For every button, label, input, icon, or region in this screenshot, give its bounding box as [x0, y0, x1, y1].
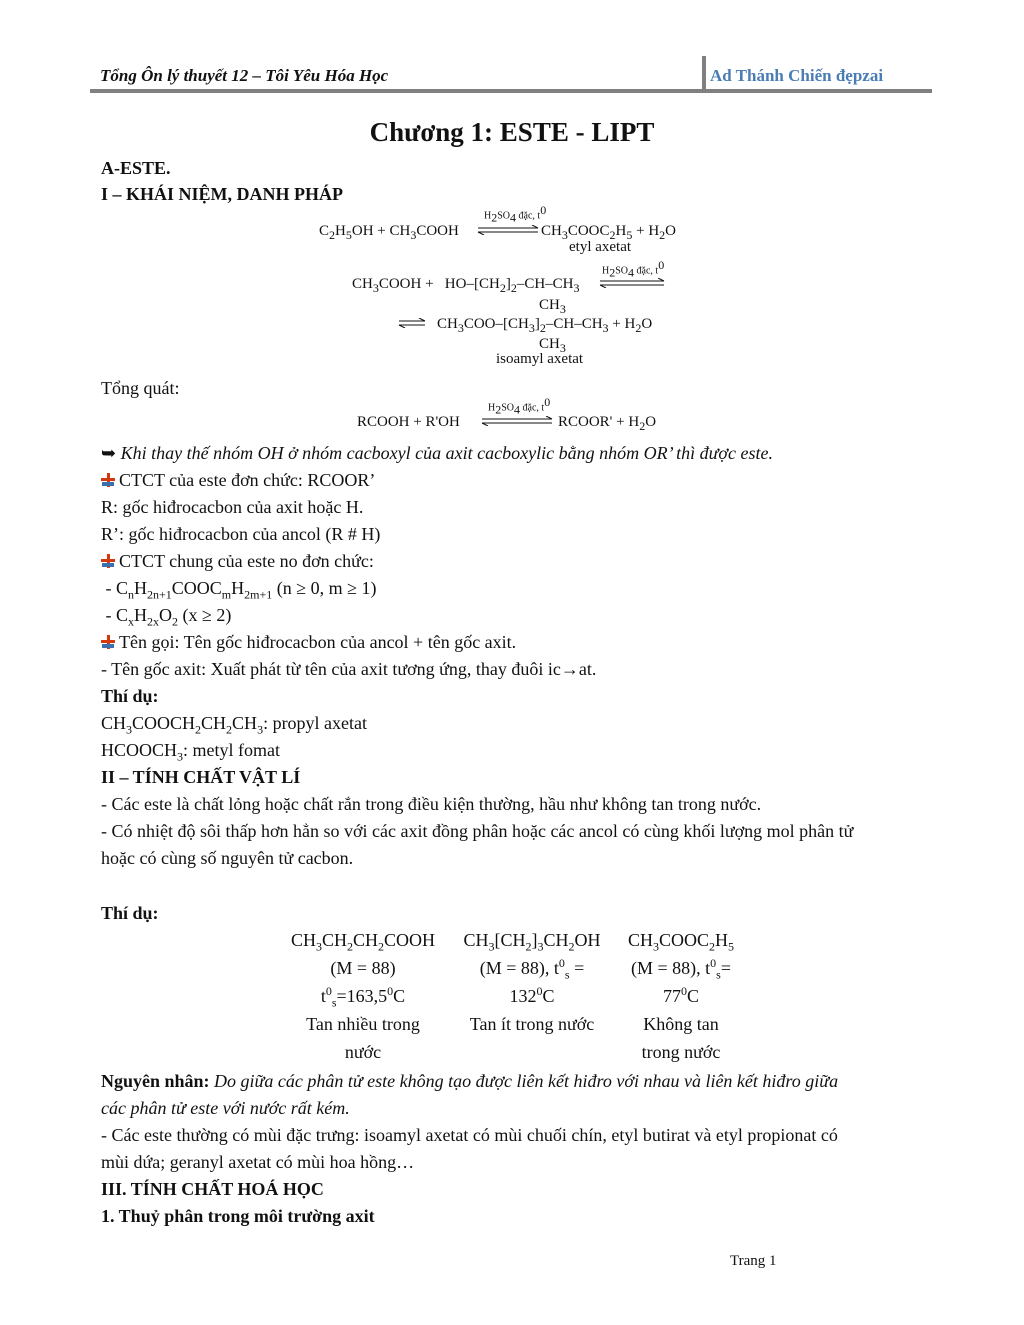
naming-rule-text: Tên gọi: Tên gốc hiđrocacbon của ancol + tên gốc axit. — [119, 632, 517, 652]
compound-2-mass: (M = 88), $t^0_s$ = — [479, 956, 585, 982]
cross-bullet-icon — [101, 554, 115, 568]
naming-acid: - Tên gốc axit: Xuất phát từ tên của axit tương ứng, thay đuôi ic→at. — [101, 659, 597, 679]
compound-1-bp-value: =163,5 — [336, 986, 388, 1006]
formula-1-condition: (n ≥ 0, m ≥ 1) — [276, 578, 377, 598]
formula-1: - $C_nH_{2n+1}COOC_mH_{2m+1}$ (n ≥ 0, m ≥ 1) — [101, 578, 377, 602]
eq1-condition: $H_2SO_4$ đặc, $t^0$ — [484, 203, 547, 225]
naming-rule — [101, 629, 516, 656]
chapter-title: Chương 1: ESTE - LIPT — [369, 117, 655, 147]
example-label-2: Thí dụ: — [101, 903, 159, 923]
equilibrium-arrow-icon — [476, 225, 540, 235]
compound-3-solubility-2: trong nước — [641, 1042, 721, 1062]
example-propyl-acetate: $CH_3COOCH_2CH_2CH_3$: propyl axetat — [101, 713, 368, 737]
compound-3-mass: (M = 88), $t^0_s=$ — [631, 956, 731, 982]
reason-line-2: các phân tử este với nước rất kém. — [101, 1098, 350, 1118]
subsection-1-heading: 1. Thuỷ phân trong môi trường axit — [101, 1206, 375, 1226]
eq2-products: $CH_3COO-[CH_3]_2-CH-CH_3 + H_2O$ — [437, 316, 653, 335]
compound-2-bp: $132^0C$ — [509, 984, 555, 1006]
eq2-product-name: isoamyl axetat — [496, 351, 584, 367]
compound-1-column — [283, 926, 443, 1066]
eq2-condition: $H_2SO_4$ đặc, $t^0$ — [602, 258, 665, 280]
section-ii-heading: II – TÍNH CHẤT VẬT LÍ — [101, 767, 301, 787]
eq2-branch: $CH_3$ — [539, 297, 566, 316]
eq3-condition: $H_2SO_4$ đặc, $t^0$ — [488, 395, 551, 417]
header-divider — [702, 56, 706, 92]
definition-note — [101, 440, 773, 467]
cross-bullet-icon — [101, 635, 115, 649]
arrow-right-icon: ➥ — [101, 443, 121, 463]
example-label: Thí dụ: — [101, 686, 159, 706]
formula-2-condition: (x ≥ 2) — [182, 605, 232, 625]
compound-2-solubility-1: Tan ít trong nước — [469, 1014, 595, 1034]
example-2-name: : metyl fomat — [183, 740, 280, 760]
cross-bullet-icon — [101, 473, 115, 487]
compound-1-solubility-1: Tan nhiều trong — [306, 1014, 420, 1034]
compound-1-solubility-2: nước — [344, 1042, 382, 1062]
compound-1-formula: $CH_3CH_2CH_2COOH$ — [290, 930, 436, 954]
reason-line-1 — [101, 1068, 838, 1095]
reason-label: Nguyên nhân: — [101, 1071, 210, 1091]
compound-3-formula: $CH_3COOC_2H_5$ — [627, 930, 735, 954]
smell-line-2: mùi dứa; geranyl axetat có mùi hoa hồng… — [101, 1152, 415, 1172]
physical-property-2b: hoặc có cùng số nguyên tử cacbon. — [101, 848, 354, 868]
eq3-reactants: RCOOH + R'OH — [357, 414, 460, 430]
eq1-product-name: etyl axetat — [569, 239, 632, 255]
header-left-text: Tổng Ôn lý thuyết 12 – Tôi Yêu Hóa Học — [100, 66, 389, 85]
compound-2-formula: $CH_3[CH_2]_3CH_2OH$ — [463, 930, 601, 954]
formula-2: - $C_xH_{2x}O_2$ (x ≥ 2) — [101, 605, 232, 629]
compound-3-solubility-1: Không tan — [643, 1014, 719, 1034]
eq3-products: RCOOR' + $H_2O$ — [558, 414, 657, 433]
definition-note-text: Khi thay thế nhóm OH ở nhóm cacboxyl của axit cacboxylic bằng nhóm OR’ thì được este. — [120, 443, 773, 463]
ctct-saturated — [101, 548, 374, 575]
section-iii-heading: III. TÍNH CHẤT HOÁ HỌC — [101, 1179, 324, 1199]
equilibrium-arrow-icon — [598, 278, 666, 288]
compound-1-mass: (M = 88) — [330, 958, 396, 978]
equilibrium-arrow-icon — [397, 318, 427, 328]
eq1-reactants: $C_2H_5OH$ + $CH_3COOH$ — [319, 223, 459, 242]
smell-line-1: - Các este thường có mùi đặc trưng: isoamyl axetat có mùi chuối chín, etyl butirat và etyl propionat có — [101, 1125, 838, 1145]
compound-3-bp: $77^0C$ — [662, 984, 699, 1006]
eq2-branch-2: $CH_3$ — [539, 336, 566, 355]
compound-3-bp-value: 77 — [662, 986, 681, 1006]
eq1-products: $CH_3COOC_2H_5 + H_2O$ — [541, 223, 677, 242]
compound-2-mass-value: (M = 88), — [479, 958, 550, 978]
physical-property-2a: - Có nhiệt độ sôi thấp hơn hẳn so với các axit đồng phân hoặc các ancol có cùng khối lượng mol phân tử — [101, 821, 854, 841]
compound-3-column — [620, 926, 742, 1066]
compound-1-bp: $t^0_s=163,5^0C$ — [320, 984, 406, 1010]
physical-property-1: - Các este là chất lỏng hoặc chất rắn trong điều kiện thường, hầu như không tan trong nước. — [101, 794, 762, 814]
compound-3-mass-value: (M = 88), — [631, 958, 701, 978]
reason-text-1: Do giữa các phân tử este không tạo được liên kết hiđro với nhau và liên kết hiđro giữa — [209, 1071, 839, 1091]
header-underline — [90, 89, 932, 93]
r-prime-definition: R’: gốc hiđrocacbon của ancol (R # H) — [101, 524, 381, 544]
ctct-saturated-text: CTCT chung của este no đơn chức: — [119, 551, 374, 571]
page-number: Trang 1 — [730, 1253, 777, 1269]
example-methyl-formate: $HCOOCH_3$: metyl fomat — [101, 740, 280, 764]
eq2-reactants: $CH_3COOH + HO-[CH_2]_2-CH-CH_3$ — [352, 276, 580, 295]
ctct-single — [101, 467, 375, 494]
general-label: Tổng quát: — [101, 378, 180, 398]
example-1-name: : propyl axetat — [263, 713, 368, 733]
compound-2-column — [456, 926, 608, 1038]
page-header — [90, 56, 932, 92]
section-a-heading: A-ESTE. — [101, 158, 171, 178]
ctct-single-text: CTCT của este đơn chức: RCOOR’ — [119, 470, 376, 490]
header-right-text: Ad Thánh Chiến đẹpzai — [710, 66, 884, 85]
equilibrium-arrow-icon — [480, 416, 554, 426]
compound-2-bp-value: 132 — [509, 986, 537, 1006]
r-definition: R: gốc hiđrocacbon của axit hoặc H. — [101, 497, 364, 517]
section-i-heading: I – KHÁI NIỆM, DANH PHÁP — [101, 184, 343, 204]
